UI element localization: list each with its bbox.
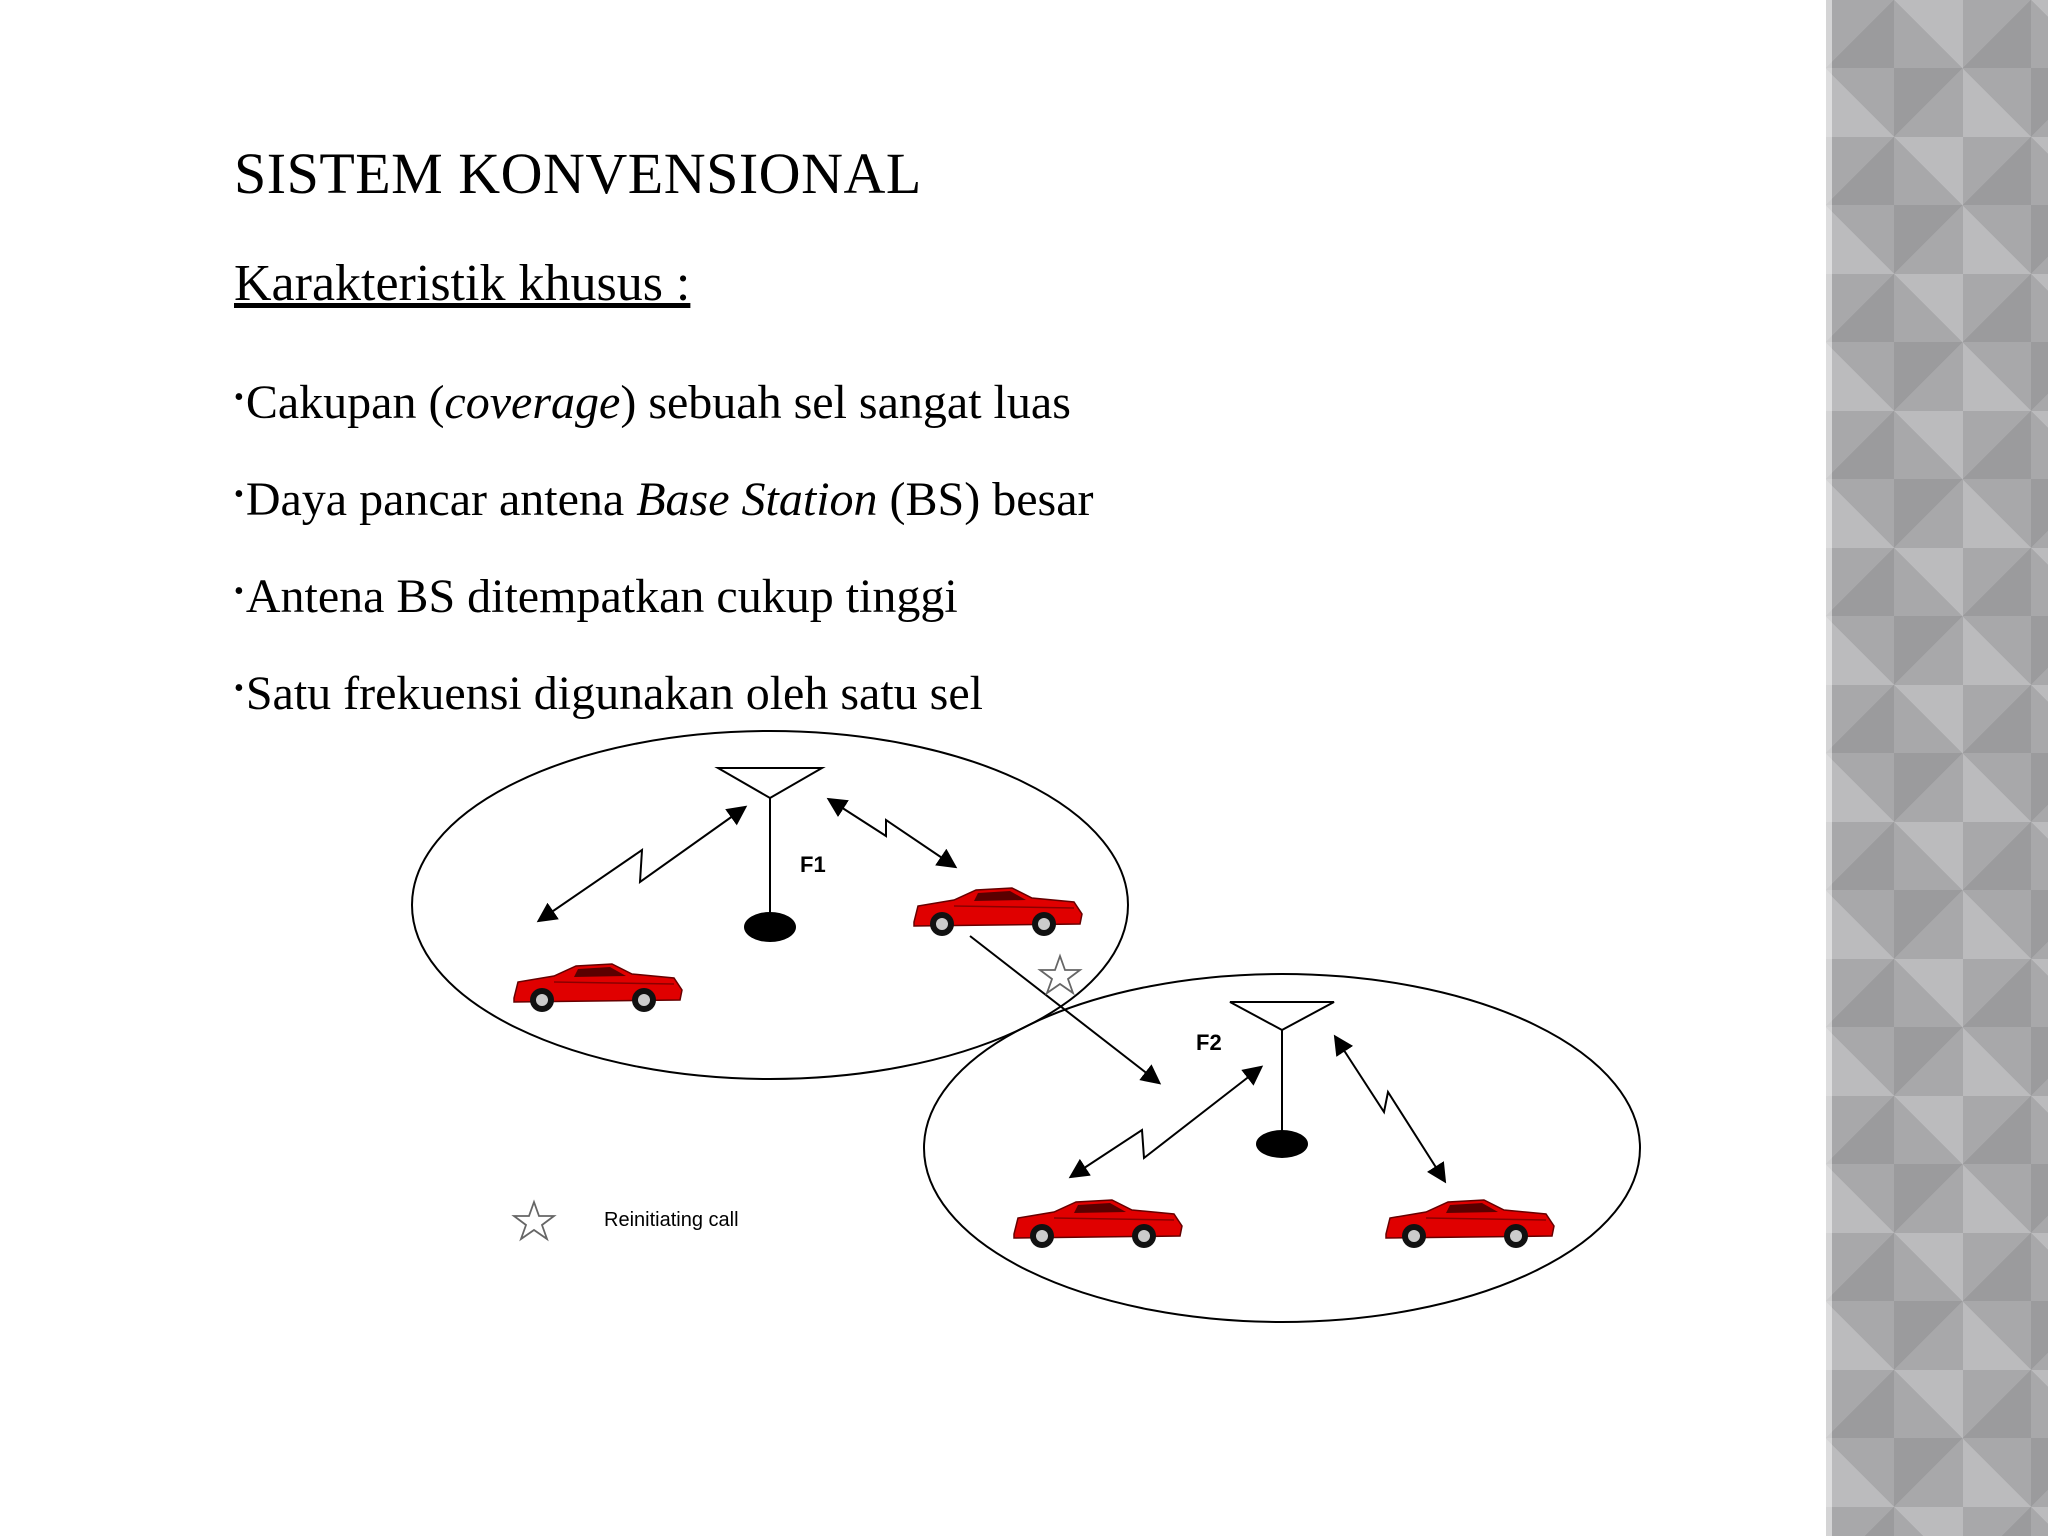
legend-star-icon: [514, 1202, 554, 1239]
bullet-dot-icon: •: [234, 673, 244, 704]
side-panel-edge: [1826, 0, 1832, 1536]
bullet-text-before: Daya pancar antena: [245, 473, 637, 526]
bullet-text-before: Antena BS ditempatkan cukup tinggi: [245, 570, 958, 623]
cell-2-label: F2: [1196, 1030, 1222, 1055]
car-icon: [1386, 1200, 1554, 1248]
bullet-item: [234, 449, 1094, 546]
car-icon: [1014, 1200, 1182, 1248]
bullet-text-italic: Base Station: [636, 473, 878, 526]
cell-1-label: F1: [800, 852, 826, 877]
cell-diagram: [400, 720, 1660, 1340]
bullet-list: [234, 352, 1094, 740]
bullet-dot-icon: •: [234, 382, 244, 413]
bullet-item: [234, 352, 1094, 449]
legend-label: Reinitiating call: [604, 1209, 739, 1231]
car-icon: [514, 964, 682, 1012]
bullet-dot-icon: •: [234, 576, 244, 607]
bullet-item: [234, 546, 1094, 643]
bullet-dot-icon: •: [234, 479, 244, 510]
bullet-text-after: ) sebuah sel sangat luas: [620, 376, 1071, 429]
radio-link-arrow: [1072, 1068, 1260, 1176]
bullet-text-after: (BS) besar: [877, 473, 1094, 526]
radio-link-arrow: [540, 808, 744, 920]
bullet-text-before: Satu frekuensi digunakan oleh satu sel: [245, 667, 983, 720]
star-icon: [1040, 956, 1080, 993]
slide-title: SISTEM KONVENSIONAL: [234, 141, 922, 206]
car-icon: [914, 888, 1082, 936]
radio-link-arrow: [830, 800, 954, 866]
decorative-side-panel: [1826, 0, 2048, 1536]
slide-subtitle: Karakteristik khusus :: [234, 255, 691, 312]
handover-arrow: [970, 936, 1158, 1082]
bullet-text-italic: coverage: [444, 376, 621, 429]
bullet-text-before: Cakupan (: [245, 376, 445, 429]
radio-link-arrow: [1336, 1038, 1444, 1180]
